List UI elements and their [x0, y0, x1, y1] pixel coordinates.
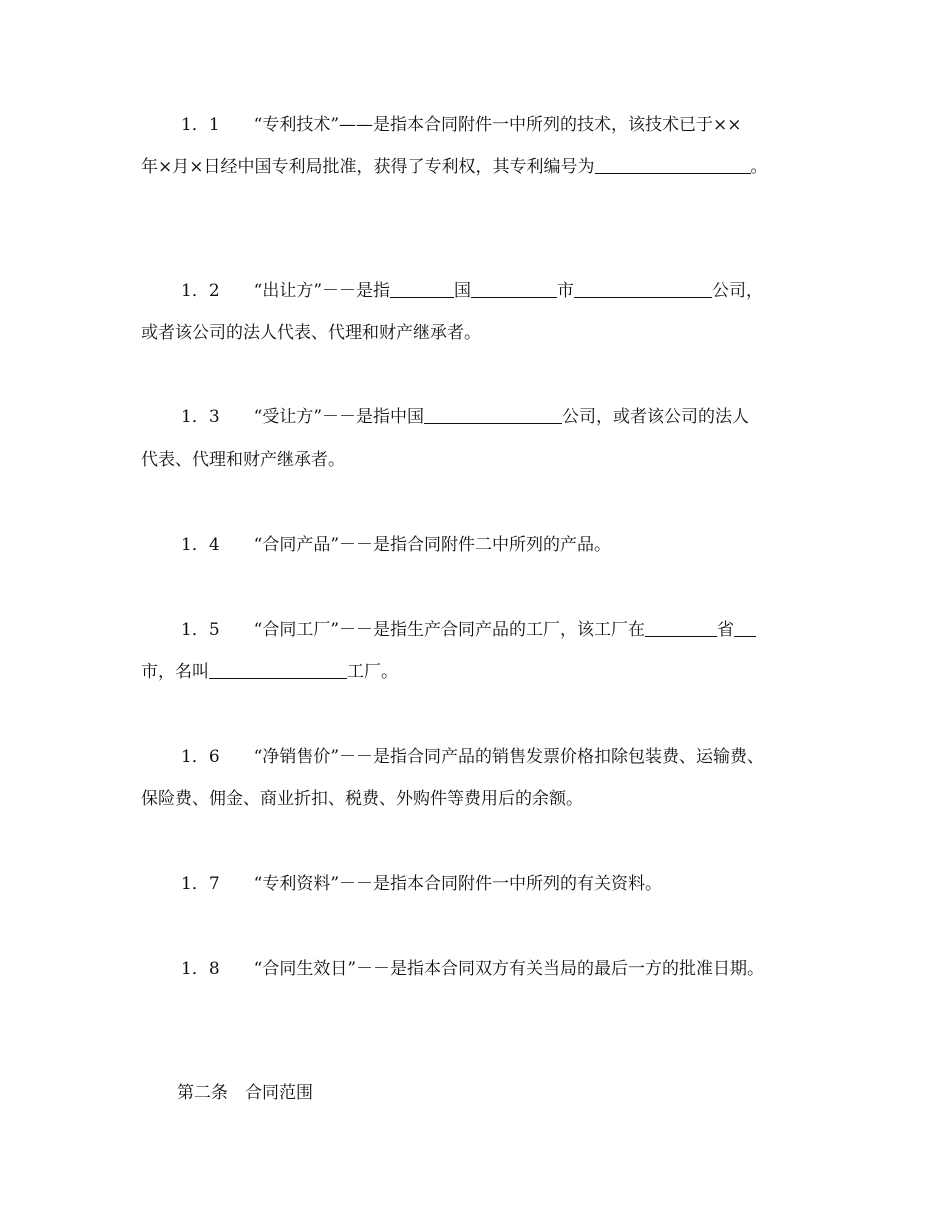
clause-1-8-line-1 [181, 958, 764, 980]
clause-text: “专利资料”－－是指本合同附件一中所列的有关资料。 [253, 874, 663, 894]
clause-text: 年×月×日经中国专利局批准，获得了专利权，其专利编号为 [141, 157, 595, 177]
clause-text: 国 [454, 281, 472, 301]
clause-1-5-line-1 [181, 619, 756, 641]
clause-text: “净销售价”－－是指合同产品的销售发票价格扣除包装费、运输费、 [253, 747, 765, 767]
clause-text: “合同生效日”－－是指本合同双方有关当局的最后一方的批准日期。 [253, 959, 765, 979]
clause-1-1-line-2 [141, 156, 768, 178]
clause-number: 1．2 [181, 281, 220, 301]
clause-1-6-line-1 [181, 746, 764, 768]
factory-name-blank [209, 661, 347, 679]
clause-number: 1．3 [181, 407, 220, 427]
clause-1-5-line-2 [141, 661, 398, 683]
city-blank [734, 619, 756, 637]
clause-text: “合同产品”－－是指合同附件二中所列的产品。 [253, 535, 612, 555]
clause-number: 1．7 [181, 874, 220, 894]
clause-text: “出让方”－－是指 [253, 281, 391, 301]
clause-1-1-line-1 [181, 114, 742, 136]
clause-1-7-line-1 [181, 873, 662, 895]
clause-text: 或者该公司的法人代表、代理和财产继承者。 [141, 323, 481, 343]
clause-text: 保险费、佣金、商业折扣、税费、外购件等费用后的余额。 [141, 789, 583, 809]
province-blank [645, 619, 717, 637]
clause-text: 市 [557, 281, 575, 301]
clause-text: 代表、代理和财产继承者。 [141, 450, 345, 470]
clause-1-4-line-1 [181, 534, 611, 556]
clause-text: 公司， [712, 281, 764, 301]
country-blank [390, 280, 454, 298]
clause-1-3-line-1 [181, 406, 749, 428]
company-blank [424, 406, 562, 424]
clause-number: 1．1 [181, 115, 220, 135]
patent-number-blank [595, 156, 751, 174]
city-blank [471, 280, 557, 298]
clause-number: 1．8 [181, 959, 220, 979]
clause-number: 1．4 [181, 535, 220, 555]
company-blank [574, 280, 712, 298]
clause-text: 公司，或者该公司的法人 [562, 407, 750, 427]
clause-text: 。 [750, 157, 768, 177]
clause-1-2-line-2 [141, 322, 481, 344]
clause-text: “合同工厂”－－是指生产合同产品的工厂，该工厂在 [253, 620, 646, 640]
clause-text: 省 [717, 620, 735, 640]
clause-text: “受让方”－－是指中国 [253, 407, 425, 427]
clause-number: 1．6 [181, 747, 220, 767]
clause-text: “专利技术”——是指本合同附件一中所列的技术，该技术已于×× [253, 115, 742, 135]
clause-1-6-line-2 [141, 788, 583, 810]
section-heading: 第二条 合同范围 [177, 1083, 313, 1103]
clause-1-3-line-2 [141, 449, 345, 471]
clause-text: 市，名叫 [141, 662, 209, 682]
clause-number: 1．5 [181, 620, 220, 640]
clause-text: 工厂。 [347, 662, 398, 682]
clause-1-2-line-1 [181, 280, 763, 302]
